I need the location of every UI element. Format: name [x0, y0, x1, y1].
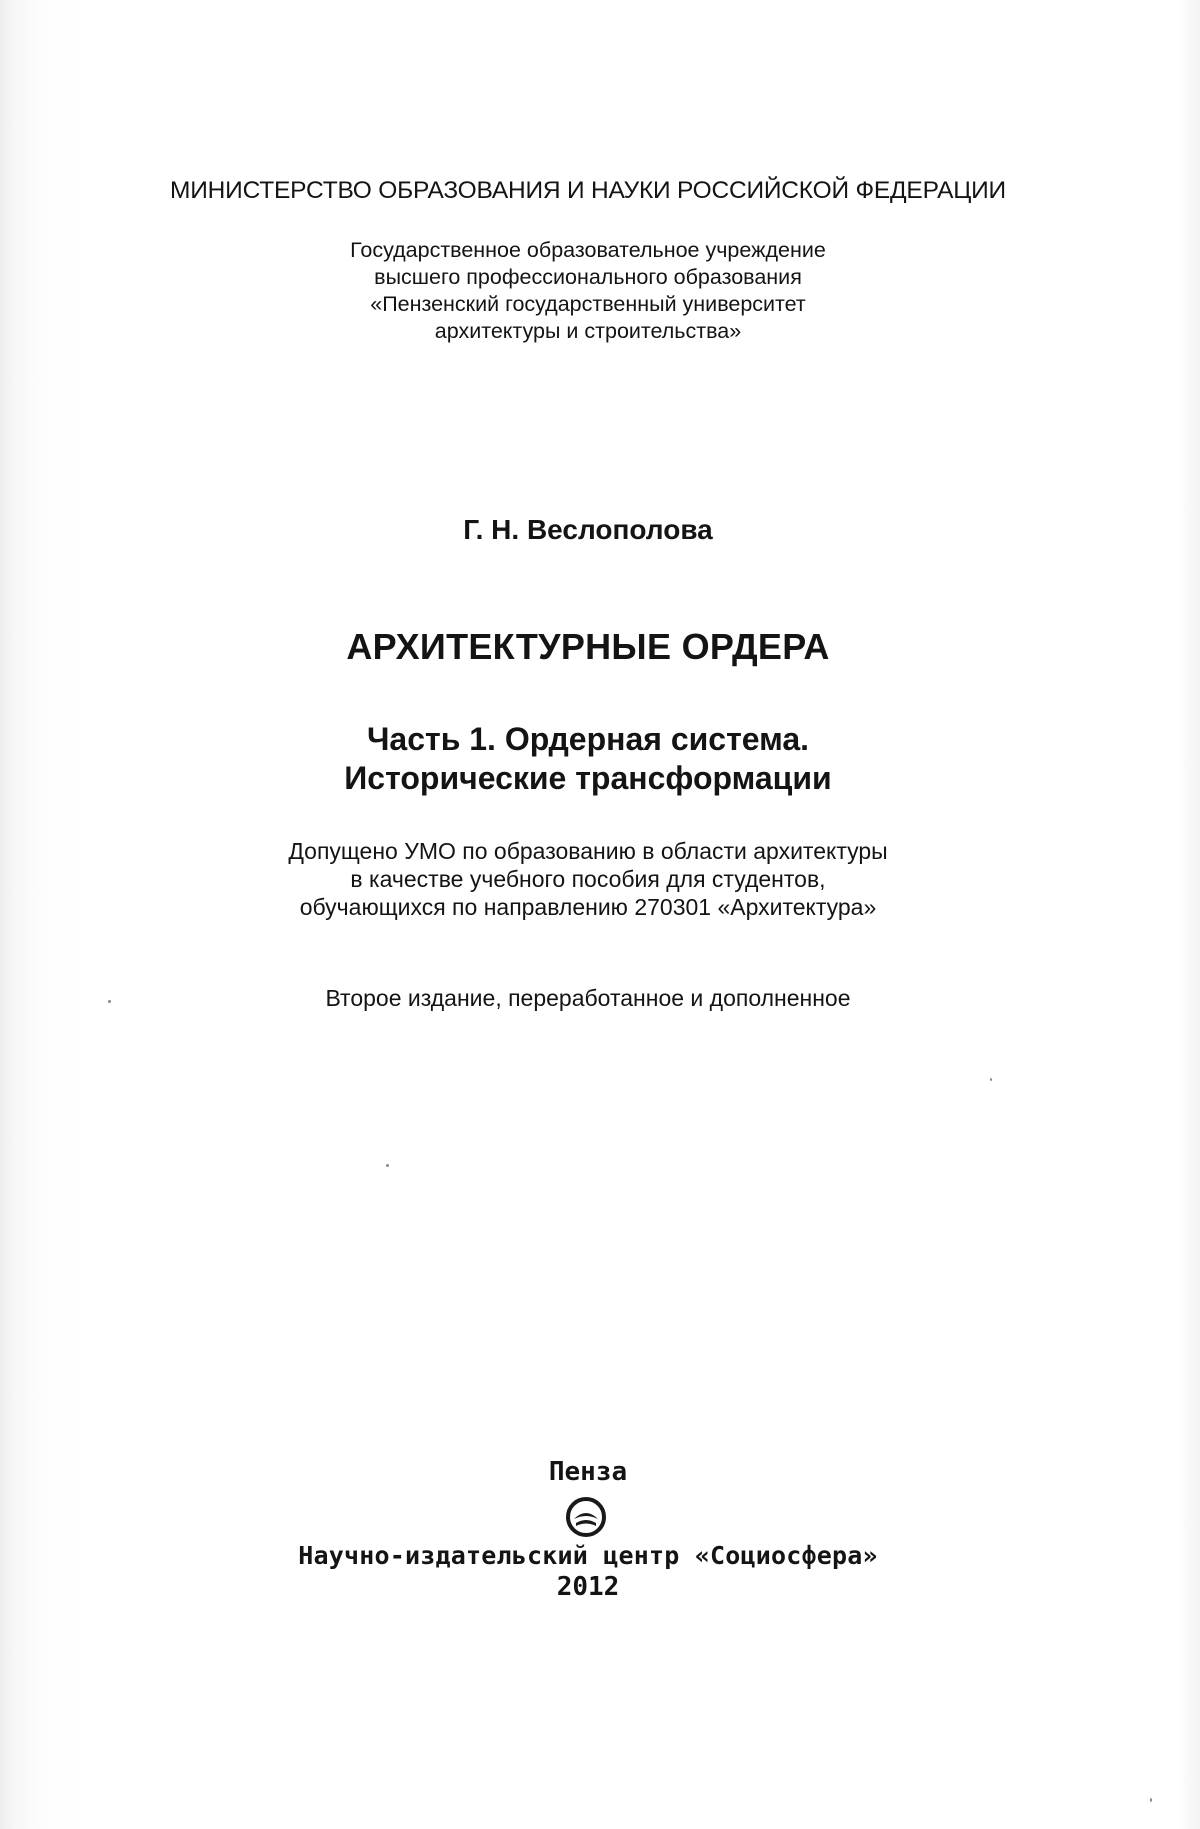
- author-name: Г. Н. Веслополова: [463, 514, 713, 545]
- institution-line: «Пензенский государственный университет: [370, 292, 806, 316]
- institution-line: архитектуры и строительства»: [434, 319, 742, 343]
- sociosfera-logo-icon: [566, 1497, 606, 1537]
- approval-line: обучающихся по направлению 270301 «Архитектура»: [299, 894, 877, 920]
- subtitle-line: Исторические трансформации: [344, 760, 832, 796]
- subtitle-line: Часть 1. Ордерная система.: [366, 721, 810, 757]
- book-subtitle: [0, 720, 1176, 798]
- publisher-name: Научно-издательский центр «Социосфера»: [298, 1541, 878, 1570]
- approval-line: в качестве учебного пособия для студентов,: [350, 866, 826, 892]
- ministry-header: МИНИСТЕРСТВО ОБРАЗОВАНИЯ И НАУКИ РОССИЙСКОЙ ФЕДЕРАЦИИ: [170, 177, 1006, 204]
- scan-speck: [108, 1000, 111, 1003]
- scan-speck: [386, 1164, 389, 1167]
- approval-line: Допущено УМО по образованию в области архитектуры: [288, 838, 888, 864]
- scan-speck: [990, 1078, 992, 1081]
- publication-year: 2012: [556, 1572, 620, 1602]
- institution-block: [0, 237, 1176, 345]
- institution-line: высшего профессионального образования: [374, 265, 802, 289]
- approval-block: [0, 837, 1176, 921]
- institution-line: Государственное образовательное учреждение: [350, 238, 826, 262]
- scan-speck: [1150, 1798, 1152, 1802]
- book-title: АРХИТЕКТУРНЫЕ ОРДЕРА: [346, 626, 830, 667]
- edition-note: Второе издание, переработанное и дополненное: [325, 985, 851, 1011]
- publication-city: Пенза: [548, 1457, 628, 1487]
